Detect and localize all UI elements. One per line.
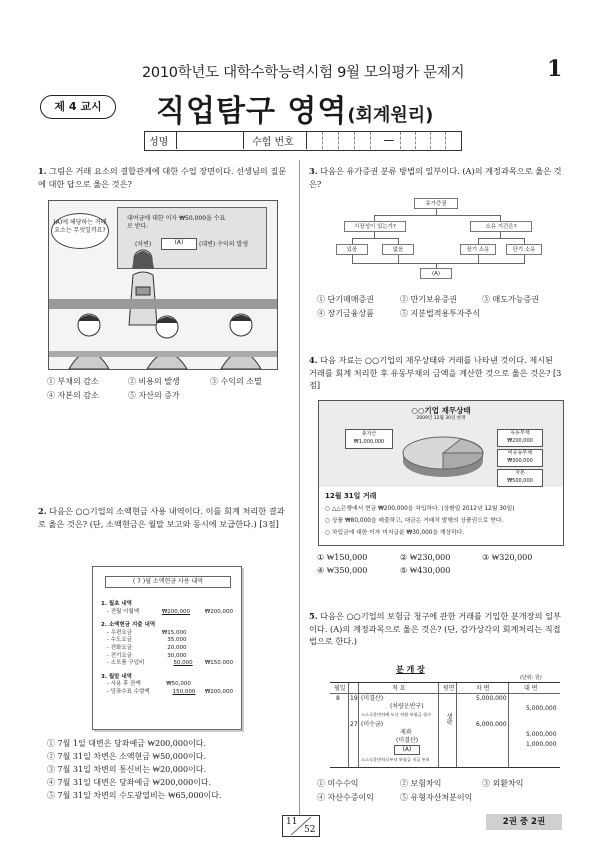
- page-total: 52: [304, 825, 316, 835]
- q1-option-3[interactable]: ③ 수익의 소멸: [210, 377, 262, 386]
- bubble-text: (A)에 해당하는 거래 요소는 무엇일까요?: [53, 219, 107, 234]
- q3-option-1[interactable]: ① 단기매매증권: [317, 295, 374, 304]
- q4-figure: [318, 400, 564, 546]
- page-current: 11: [286, 817, 298, 827]
- q4-option-2[interactable]: ② ₩230,000: [400, 553, 451, 562]
- ledger-header-credit: 대 변: [524, 685, 538, 692]
- q2-option-2[interactable]: ② 7월 31일 차변은 소액현금 ₩50,000이다.: [47, 752, 207, 761]
- ledger-unit: (단위: 원): [520, 675, 542, 681]
- ledger-header-desc: 적 요: [392, 685, 406, 692]
- q4-option-5[interactable]: ⑤ ₩430,000: [400, 566, 451, 575]
- q3-option-2[interactable]: ② 만기보유증권: [400, 295, 457, 304]
- q2-stem: [38, 505, 292, 530]
- q2-text: 다음은 ○○기업의 소액현금 사용 내역이다. 이를 회계 처리한 결과로 옳은 것은? (단, 소액현금은 월말 보고와 동시에 보급한다.) [3점]: [38, 506, 285, 529]
- q4-option-3[interactable]: ③ ₩320,000: [482, 553, 533, 562]
- section2-row: - 전화요금 20,000: [107, 644, 187, 651]
- ledger-header-date: 월일: [334, 685, 346, 692]
- q1-option-1[interactable]: ① 부채의 감소: [47, 377, 99, 386]
- board-left: (차변): [135, 241, 152, 248]
- volume-badge: [486, 814, 562, 830]
- ledger-row-desc: (미수금): [361, 721, 384, 728]
- flow-q-marketable: 시장성이 있는가?: [344, 221, 406, 232]
- q5-stem: [309, 610, 563, 648]
- section2-row: - 우편요금 ₩15,000: [107, 629, 187, 636]
- ledger-header-ref: 원면: [443, 685, 455, 692]
- ledger-row-memo: 스스로운반차에 도난 차량 보험금 청구: [361, 712, 432, 717]
- board-line1: 대여금에 대한 이자 ₩50,000을 수표로 받다.: [127, 215, 226, 230]
- ledger-row-desc: (미결산): [396, 737, 419, 744]
- q2-number: 2.: [38, 506, 47, 516]
- volume-text: 2권 중 2권: [502, 817, 546, 827]
- q5-option-1[interactable]: ① 미수수익: [317, 779, 359, 788]
- ledger-row-day: 27: [350, 721, 358, 728]
- section3-title: 3. 월말 내역: [101, 673, 132, 680]
- section2-row: - 소모품 구입비 50,000 ₩150,000: [107, 660, 233, 667]
- chart-title: ○○기업 재무상태: [411, 406, 471, 415]
- ledger-row-credit: 5,000,000: [526, 705, 557, 712]
- q4-option-1[interactable]: ① ₩150,000: [317, 553, 368, 562]
- section3-row: - 사용 후 잔액 ₩50,000: [107, 681, 191, 688]
- petty-cash-paper: [92, 566, 242, 730]
- q4-number: 4.: [309, 355, 318, 365]
- noncurrent-liab-box: 비유동부채 ₩300,000: [497, 449, 543, 467]
- journal-ledger: [330, 682, 560, 768]
- q1-option-5[interactable]: ⑤ 자산의 증가: [128, 391, 180, 400]
- q3-text: 다음은 유가증권 분류 방법의 일부이다. (A)의 계정과목으로 옳은 것은?: [309, 166, 562, 189]
- section3-row: - 당좌수표 수령액 150,000 ₩200,000: [107, 688, 233, 695]
- ledger-row-desc: (미결산): [361, 695, 384, 702]
- txn-title: 12월 31일 거래: [325, 492, 377, 500]
- section1-title: 1. 월초 내역: [101, 601, 132, 607]
- q3-number: 3.: [309, 166, 318, 176]
- q2-option-4[interactable]: ④ 7월 31일 대변은 당좌예금 ₩200,000이다.: [47, 778, 212, 787]
- section1-row: - 전월 이월액 ₩200,000 ₩200,000: [107, 608, 233, 615]
- q1-text: 그림은 거래 요소의 결합관계에 대한 수업 장면이다. 선생님의 질문에 대한 답으로 옳은 것은?: [38, 166, 287, 189]
- name-field[interactable]: [176, 131, 244, 149]
- flow-leaf-no: 없음: [382, 244, 414, 255]
- q4-stem: [309, 354, 563, 392]
- q1-number: 1.: [38, 166, 47, 176]
- q1-stem: [38, 165, 290, 190]
- flow-q-holding-period: 소유 기간은?: [470, 221, 532, 232]
- section2-row: - 전기요금 30,000: [107, 652, 187, 659]
- q2-option-1[interactable]: ① 7월 1일 대변은 당좌예금 ₩200,000이다.: [47, 739, 207, 748]
- ledger-answer-slot: (A): [394, 745, 420, 755]
- flow-root: 유가증권: [414, 198, 458, 209]
- q2-option-3[interactable]: ③ 7월 31일 차변의 통신비는 ₩20,000이다.: [47, 765, 207, 774]
- q1-option-4[interactable]: ④ 자본의 감소: [47, 391, 99, 400]
- ledger-row-credit: 5,000,000: [526, 731, 557, 738]
- q5-option-3[interactable]: ③ 외환차익: [482, 779, 524, 788]
- flow-result-a: (A): [420, 268, 452, 279]
- exam-number-label: 수험 번호: [252, 137, 294, 148]
- ledger-row-desc: (차량운반구): [390, 703, 424, 710]
- chart-subtitle: 2009년 12월 30일 현재: [416, 416, 466, 421]
- subject-main: 직업탐구 영역: [156, 94, 348, 129]
- subject-title: [156, 86, 433, 130]
- capital-box: 자본 ₩500,000: [497, 469, 543, 487]
- txn-line-3: ○ 차입금에 대한 이자 미지급분 ₩30,000을 계상하다.: [325, 530, 465, 536]
- board-mid: (A): [174, 239, 184, 246]
- ledger-row-credit: 1,000,000: [526, 741, 557, 748]
- teacher-speech-bubble: [51, 213, 109, 249]
- txn-line-2: ○ 상품 ₩80,000을 매출하고, 대금은 거래처 발행의 상품권으로 받다.: [325, 518, 504, 524]
- q1-option-2[interactable]: ② 비용의 발생: [128, 377, 180, 386]
- flow-leaf-short: 단기 소유: [506, 244, 542, 255]
- section2-row: - 수도요금 35,000: [107, 637, 187, 644]
- petty-cash-title-text: ( 7 )월 소액현금 사용 내역: [132, 578, 204, 585]
- q3-stem: [309, 165, 563, 190]
- petty-cash-title: [105, 576, 231, 588]
- q5-option-2[interactable]: ② 보험차익: [400, 779, 442, 788]
- ledger-row-debit: 5,000,000: [476, 695, 507, 702]
- q2-option-5[interactable]: ⑤ 7월 31일 차변의 수도광열비는 ₩65,000이다.: [47, 791, 222, 800]
- txn-line-1: ○ △△은행에서 현금 ₩200,000을 차입하다. (상환일 2012년 12월 30일): [325, 506, 515, 512]
- ledger-ref-omitted: 생략: [445, 713, 452, 725]
- students-figures: [49, 305, 277, 369]
- page-number: 1: [547, 56, 563, 82]
- flow-leaf-yes: 있음: [336, 244, 368, 255]
- name-label: 성명: [149, 137, 169, 148]
- ledger-row-month: 8: [336, 695, 340, 702]
- current-liab-box: 유동부채 ₩200,000: [497, 429, 543, 447]
- pie-chart: [399, 425, 489, 485]
- board-right: (대변) 수익의 발생: [199, 241, 249, 248]
- section2-title: 2. 소액현금 지출 내역: [101, 622, 156, 629]
- ledger-row-memo: 스스로운반차로부터 보험금 지급 통보: [361, 757, 430, 762]
- total-asset-box: 총자산 ₩1,000,000: [345, 429, 393, 449]
- q5-option-5[interactable]: ⑤ 유형자산처분이익: [400, 793, 473, 802]
- q5-option-4[interactable]: ④ 자산수증이익: [317, 793, 374, 802]
- q5-text: 다음은 ○○기업의 보험금 청구에 관한 거래를 기입한 분개장의 일부이다. (A)의 계정과목으로 옳은 것은? (단, 감가상각의 회계처리는 직접법으로 한다.): [309, 611, 561, 646]
- ledger-header-debit: 차 변: [476, 685, 490, 692]
- subject-sub: (회계원리): [347, 105, 434, 126]
- ledger-title: 분 개 장: [396, 665, 425, 674]
- q3-option-5[interactable]: ⑤ 지분법적용투자주식: [400, 309, 481, 318]
- exam-title: 2010학년도 대학수학능력시험 9월 모의평가 문제지: [142, 65, 465, 81]
- period-label: 제 4 교시: [54, 100, 102, 113]
- flow-leaf-long: 장기 소유: [460, 244, 496, 255]
- q4-text: 다음 자료는 ○○기업의 재무상태와 거래를 나타낸 것이다. 제시된 거래를 회계 처리한 후 유동부채의 금액을 계산한 것으로 옳은 것은? [3점]: [309, 355, 562, 390]
- page-counter: [282, 815, 320, 837]
- q1-illustration: [48, 200, 278, 370]
- q3-option-3[interactable]: ③ 매도가능증권: [482, 295, 539, 304]
- q3-flowchart: [320, 198, 560, 286]
- q5-number: 5.: [309, 611, 318, 621]
- q4-option-4[interactable]: ④ ₩350,000: [317, 566, 368, 575]
- period-badge: [40, 95, 116, 119]
- ledger-row-day: 19: [350, 695, 358, 702]
- ledger-row-desc: 제좌: [400, 729, 412, 736]
- ledger-row-debit: 6,000,000: [476, 721, 507, 728]
- q3-option-4[interactable]: ④ 장기금융상품: [317, 309, 374, 318]
